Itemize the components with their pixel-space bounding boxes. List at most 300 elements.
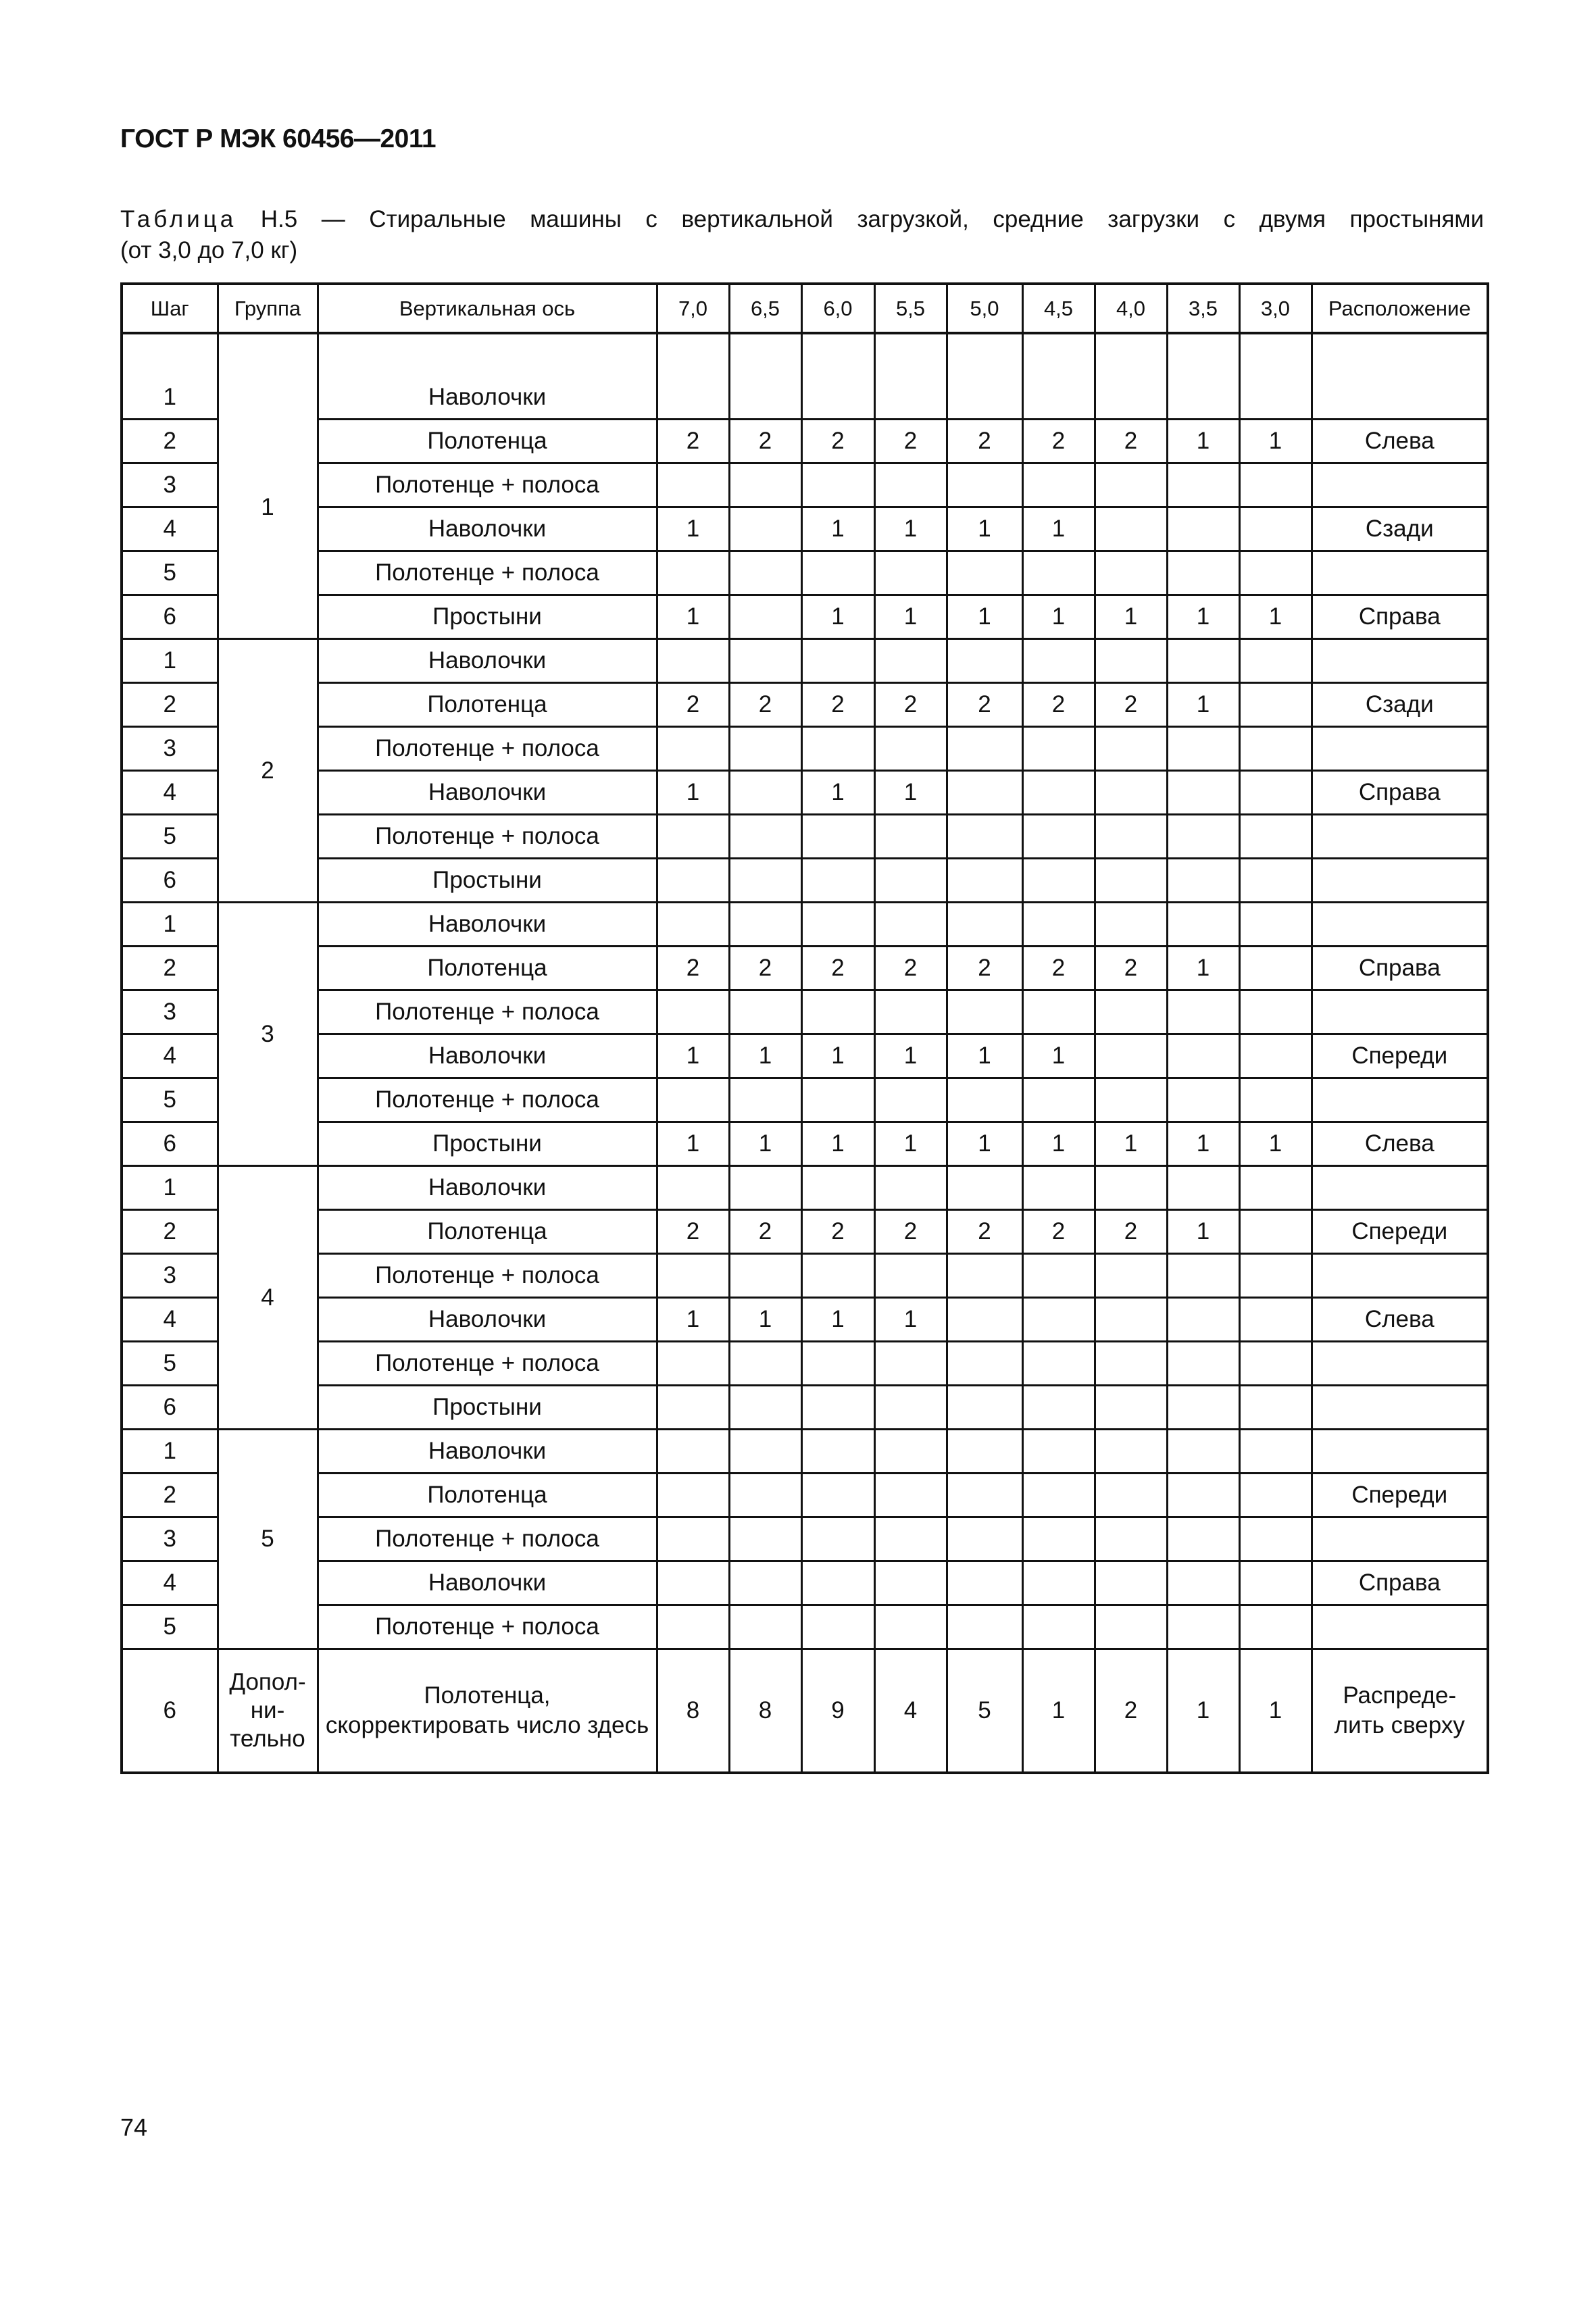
load-value-cell	[947, 1517, 1022, 1561]
load-value-cell	[729, 1561, 801, 1605]
load-value-cell	[657, 1561, 729, 1605]
load-value-cell: 1	[1239, 1122, 1312, 1166]
load-value-cell	[1022, 1517, 1095, 1561]
item-name-cell: Наволочки	[318, 1034, 657, 1078]
load-value-cell	[1239, 1342, 1312, 1386]
table-row	[122, 551, 1488, 595]
load-value-cell	[1095, 1561, 1167, 1605]
step-cell: 6	[122, 1649, 218, 1774]
load-value-cell	[947, 1166, 1022, 1210]
load-value-cell	[1167, 1034, 1239, 1078]
load-value-cell	[874, 1561, 947, 1605]
load-value-cell: 1	[1022, 1649, 1095, 1774]
step-cell: 1	[122, 1430, 218, 1474]
step-cell: 3	[122, 1517, 218, 1561]
position-cell	[1312, 1605, 1488, 1649]
step-cell: 3	[122, 1254, 218, 1298]
load-value-cell	[1167, 1517, 1239, 1561]
load-value-cell: 1	[1022, 1034, 1095, 1078]
load-value-cell	[729, 1342, 801, 1386]
step-cell: 1	[122, 639, 218, 683]
load-value-cell	[1095, 990, 1167, 1034]
load-value-cell	[1167, 376, 1239, 420]
load-value-cell	[947, 1561, 1022, 1605]
load-value-cell: 5	[947, 1649, 1022, 1774]
load-value-cell	[1167, 1605, 1239, 1649]
load-value-cell: 1	[874, 771, 947, 815]
step-cell: 4	[122, 1298, 218, 1342]
load-value-cell	[801, 463, 874, 507]
load-value-cell	[1167, 1254, 1239, 1298]
load-value-cell	[874, 903, 947, 947]
load-value-cell: 1	[1022, 595, 1095, 639]
table-row	[122, 507, 1488, 551]
load-value-cell	[801, 1166, 874, 1210]
load-value-cell	[1022, 1430, 1095, 1474]
item-name-cell: Простыни	[318, 1386, 657, 1430]
col-header-load: 4,0	[1095, 284, 1167, 333]
load-value-cell: 2	[801, 947, 874, 990]
table-row	[122, 463, 1488, 507]
gap-cell	[1095, 333, 1167, 376]
load-value-cell	[657, 1386, 729, 1430]
load-value-cell	[947, 727, 1022, 771]
table-row	[122, 1166, 1488, 1210]
caption-line-1	[120, 204, 1484, 235]
load-value-cell	[1095, 551, 1167, 595]
load-value-cell	[729, 1386, 801, 1430]
caption-prefix: Таблица	[120, 206, 237, 232]
load-value-cell	[1095, 376, 1167, 420]
load-value-cell	[874, 1078, 947, 1122]
step-cell: 5	[122, 1078, 218, 1122]
load-value-cell	[729, 1430, 801, 1474]
load-value-cell	[1167, 771, 1239, 815]
load-value-cell	[947, 1254, 1022, 1298]
group-cell: Допол- ни- тельно	[218, 1649, 318, 1774]
position-cell: Сзади	[1312, 507, 1488, 551]
load-value-cell	[1239, 376, 1312, 420]
load-value-cell	[729, 1166, 801, 1210]
load-value-cell: 2	[801, 683, 874, 727]
load-value-cell	[1239, 1474, 1312, 1517]
position-cell	[1312, 463, 1488, 507]
load-value-cell	[1239, 551, 1312, 595]
load-value-cell: 1	[874, 1298, 947, 1342]
load-value-cell	[947, 771, 1022, 815]
load-value-cell	[1095, 1605, 1167, 1649]
load-value-cell	[1022, 1254, 1095, 1298]
load-value-cell: 2	[947, 420, 1022, 463]
load-value-cell	[947, 1298, 1022, 1342]
position-cell	[1312, 1078, 1488, 1122]
position-cell: Сзади	[1312, 683, 1488, 727]
load-value-cell	[801, 727, 874, 771]
load-value-cell: 2	[657, 1210, 729, 1254]
table-row	[122, 595, 1488, 639]
load-value-cell: 1	[801, 1298, 874, 1342]
load-value-cell	[1167, 1386, 1239, 1430]
load-value-cell	[1022, 990, 1095, 1034]
load-value-cell	[1239, 859, 1312, 903]
position-cell	[1312, 1430, 1488, 1474]
table-row	[122, 1078, 1488, 1122]
load-value-cell: 9	[801, 1649, 874, 1774]
load-value-cell	[1095, 1298, 1167, 1342]
step-cell: 6	[122, 1386, 218, 1430]
load-value-cell	[1095, 727, 1167, 771]
load-value-cell	[874, 463, 947, 507]
load-value-cell: 2	[874, 683, 947, 727]
position-cell: Слева	[1312, 1122, 1488, 1166]
load-value-cell: 2	[947, 947, 1022, 990]
load-value-cell	[1167, 859, 1239, 903]
load-value-cell	[801, 551, 874, 595]
load-value-cell	[1167, 1474, 1239, 1517]
load-value-cell	[1167, 639, 1239, 683]
load-value-cell	[1239, 683, 1312, 727]
document-header: ГОСТ Р МЭК 60456—2011	[120, 124, 437, 153]
load-value-cell	[801, 1605, 874, 1649]
load-value-cell: 1	[1239, 420, 1312, 463]
position-cell: Спереди	[1312, 1210, 1488, 1254]
item-name-cell: Наволочки	[318, 1561, 657, 1605]
load-value-cell	[1095, 1254, 1167, 1298]
load-value-cell	[801, 1474, 874, 1517]
step-cell: 2	[122, 947, 218, 990]
step-cell: 2	[122, 1210, 218, 1254]
position-cell	[1312, 815, 1488, 859]
gap-cell	[1312, 333, 1488, 376]
load-value-cell	[729, 1254, 801, 1298]
load-value-cell	[801, 1561, 874, 1605]
item-name-cell: Простыни	[318, 859, 657, 903]
load-value-cell	[1167, 903, 1239, 947]
step-cell: 6	[122, 595, 218, 639]
table-row	[122, 683, 1488, 727]
load-value-cell: 2	[1095, 1210, 1167, 1254]
load-value-cell	[1095, 1386, 1167, 1430]
load-value-cell	[1239, 771, 1312, 815]
load-value-cell: 1	[874, 1122, 947, 1166]
group-cell: 3	[218, 903, 318, 1166]
load-value-cell	[1022, 1166, 1095, 1210]
item-name-cell: Полотенце + полоса	[318, 815, 657, 859]
load-value-cell: 2	[874, 420, 947, 463]
load-value-cell	[801, 1254, 874, 1298]
step-cell: 5	[122, 815, 218, 859]
load-value-cell	[657, 551, 729, 595]
load-value-cell	[1095, 1342, 1167, 1386]
load-value-cell	[1167, 990, 1239, 1034]
load-value-cell	[1022, 771, 1095, 815]
table-row	[122, 859, 1488, 903]
step-cell: 6	[122, 1122, 218, 1166]
table-row	[122, 1605, 1488, 1649]
load-value-cell	[1095, 1078, 1167, 1122]
step-cell: 4	[122, 1034, 218, 1078]
load-value-cell: 1	[1022, 1122, 1095, 1166]
load-value-cell	[657, 1430, 729, 1474]
load-value-cell: 1	[801, 1122, 874, 1166]
load-value-cell	[729, 1078, 801, 1122]
load-value-cell	[874, 1430, 947, 1474]
header-row	[122, 284, 1488, 333]
item-name-cell: Наволочки	[318, 1166, 657, 1210]
load-value-cell	[874, 1386, 947, 1430]
load-value-cell	[947, 1078, 1022, 1122]
load-value-cell	[1022, 1298, 1095, 1342]
position-cell	[1312, 551, 1488, 595]
step-cell: 6	[122, 859, 218, 903]
position-cell: Спереди	[1312, 1034, 1488, 1078]
load-value-cell	[1022, 1561, 1095, 1605]
load-value-cell	[801, 376, 874, 420]
col-header-load: 4,5	[1022, 284, 1095, 333]
load-value-cell	[1239, 727, 1312, 771]
load-value-cell	[1095, 507, 1167, 551]
gap-cell	[1167, 333, 1239, 376]
load-value-cell	[1095, 639, 1167, 683]
load-value-cell	[729, 463, 801, 507]
table-row	[122, 1649, 1488, 1774]
load-value-cell: 1	[729, 1122, 801, 1166]
load-value-cell	[1167, 1342, 1239, 1386]
load-value-cell	[1239, 639, 1312, 683]
load-value-cell: 1	[657, 1298, 729, 1342]
load-value-cell: 1	[1095, 595, 1167, 639]
load-value-cell	[657, 1517, 729, 1561]
load-value-cell: 1	[729, 1034, 801, 1078]
load-value-cell	[1095, 1034, 1167, 1078]
item-name-cell: Полотенце + полоса	[318, 1254, 657, 1298]
table-row	[122, 1034, 1488, 1078]
table-row	[122, 1430, 1488, 1474]
load-value-cell	[1239, 1605, 1312, 1649]
load-value-cell: 1	[874, 507, 947, 551]
step-cell: 4	[122, 1561, 218, 1605]
step-cell: 5	[122, 551, 218, 595]
load-value-cell	[729, 1605, 801, 1649]
step-cell: 5	[122, 1342, 218, 1386]
position-cell	[1312, 376, 1488, 420]
load-value-cell	[874, 551, 947, 595]
load-value-cell: 2	[947, 1210, 1022, 1254]
load-value-cell	[1095, 1474, 1167, 1517]
load-value-cell	[729, 1474, 801, 1517]
item-name-cell: Полотенца	[318, 683, 657, 727]
table-row	[122, 815, 1488, 859]
load-value-cell: 1	[801, 771, 874, 815]
table-row	[122, 771, 1488, 815]
table-row	[122, 990, 1488, 1034]
load-value-cell	[801, 1517, 874, 1561]
step-cell: 1	[122, 376, 218, 420]
load-value-cell: 1	[947, 1122, 1022, 1166]
load-value-cell	[1022, 1386, 1095, 1430]
load-value-cell	[947, 1386, 1022, 1430]
table-row	[122, 376, 1488, 420]
load-value-cell	[1239, 947, 1312, 990]
load-value-cell: 2	[1022, 683, 1095, 727]
item-name-cell: Полотенца	[318, 420, 657, 463]
load-value-cell	[1167, 463, 1239, 507]
load-value-cell	[874, 859, 947, 903]
position-cell: Распреде- лить сверху	[1312, 1649, 1488, 1774]
col-header-group: Группа	[218, 284, 318, 333]
load-value-cell	[874, 727, 947, 771]
load-value-cell	[801, 815, 874, 859]
col-header-load: 3,0	[1239, 284, 1312, 333]
load-value-cell	[1239, 903, 1312, 947]
gap-cell	[801, 333, 874, 376]
load-value-cell: 2	[874, 947, 947, 990]
position-cell: Спереди	[1312, 1474, 1488, 1517]
step-cell: 3	[122, 463, 218, 507]
load-value-cell	[801, 859, 874, 903]
load-value-cell	[1167, 1561, 1239, 1605]
load-value-cell	[729, 903, 801, 947]
load-value-cell	[947, 990, 1022, 1034]
load-value-cell	[657, 463, 729, 507]
step-cell: 1	[122, 903, 218, 947]
load-value-cell	[729, 639, 801, 683]
load-value-cell	[947, 639, 1022, 683]
item-name-cell: Полотенце + полоса	[318, 1078, 657, 1122]
group-cell: 4	[218, 1166, 318, 1430]
item-name-cell: Полотенца, скорректировать число здесь	[318, 1649, 657, 1774]
load-value-cell: 1	[801, 507, 874, 551]
load-value-cell	[1167, 1298, 1239, 1342]
step-cell: 2	[122, 683, 218, 727]
header-gap-row	[122, 333, 1488, 376]
load-value-cell: 1	[1095, 1122, 1167, 1166]
load-value-cell	[1095, 771, 1167, 815]
load-value-cell	[1022, 463, 1095, 507]
position-cell: Справа	[1312, 947, 1488, 990]
load-value-cell	[1022, 727, 1095, 771]
load-value-cell	[947, 551, 1022, 595]
load-value-cell	[657, 990, 729, 1034]
load-value-cell	[1239, 1561, 1312, 1605]
load-value-cell	[874, 1254, 947, 1298]
step-cell: 4	[122, 507, 218, 551]
load-value-cell: 1	[657, 1122, 729, 1166]
load-value-cell	[657, 1078, 729, 1122]
load-value-cell	[657, 1474, 729, 1517]
load-value-cell	[657, 376, 729, 420]
load-value-cell: 1	[657, 507, 729, 551]
load-value-cell	[657, 903, 729, 947]
load-value-cell	[1167, 1078, 1239, 1122]
item-name-cell: Полотенце + полоса	[318, 1517, 657, 1561]
load-value-cell: 1	[1167, 683, 1239, 727]
load-value-cell: 1	[1167, 1210, 1239, 1254]
step-cell: 5	[122, 1605, 218, 1649]
load-value-cell: 2	[947, 683, 1022, 727]
table-row	[122, 639, 1488, 683]
load-value-cell	[729, 551, 801, 595]
table-row	[122, 420, 1488, 463]
load-value-cell	[874, 639, 947, 683]
table-row	[122, 1210, 1488, 1254]
group-cell: 5	[218, 1430, 318, 1649]
load-value-cell	[1167, 1166, 1239, 1210]
load-value-cell	[1022, 551, 1095, 595]
load-value-cell	[801, 639, 874, 683]
load-value-cell: 2	[801, 420, 874, 463]
item-name-cell: Наволочки	[318, 903, 657, 947]
step-cell: 4	[122, 771, 218, 815]
load-value-cell: 1	[801, 595, 874, 639]
item-name-cell: Полотенце + полоса	[318, 551, 657, 595]
gap-cell	[657, 333, 729, 376]
load-value-cell	[1022, 1605, 1095, 1649]
load-value-cell: 2	[1022, 947, 1095, 990]
table-row	[122, 727, 1488, 771]
load-value-cell	[947, 376, 1022, 420]
load-value-cell: 2	[1022, 1210, 1095, 1254]
load-value-cell	[1022, 376, 1095, 420]
table-row	[122, 1474, 1488, 1517]
load-value-cell	[1022, 639, 1095, 683]
load-value-cell	[729, 771, 801, 815]
load-value-cell: 2	[801, 1210, 874, 1254]
load-value-cell: 2	[729, 683, 801, 727]
item-name-cell: Полотенце + полоса	[318, 1342, 657, 1386]
load-value-cell	[947, 1342, 1022, 1386]
table-row	[122, 1517, 1488, 1561]
position-cell	[1312, 903, 1488, 947]
load-value-cell: 4	[874, 1649, 947, 1774]
page-number: 74	[120, 2113, 148, 2141]
load-value-cell	[1239, 815, 1312, 859]
load-value-cell	[801, 1078, 874, 1122]
load-value-cell	[657, 1254, 729, 1298]
load-value-cell	[657, 1166, 729, 1210]
load-value-cell: 1	[1239, 595, 1312, 639]
load-value-cell	[657, 1605, 729, 1649]
load-value-cell	[1239, 1254, 1312, 1298]
load-value-cell	[1095, 1430, 1167, 1474]
load-value-cell: 1	[1167, 947, 1239, 990]
item-name-cell: Наволочки	[318, 1430, 657, 1474]
load-value-cell: 2	[1095, 420, 1167, 463]
load-value-cell	[801, 1430, 874, 1474]
load-value-cell	[1239, 1430, 1312, 1474]
load-value-cell	[1239, 1166, 1312, 1210]
load-value-cell: 2	[1095, 947, 1167, 990]
item-name-cell: Полотенца	[318, 1210, 657, 1254]
load-value-cell	[947, 1474, 1022, 1517]
position-cell: Слева	[1312, 1298, 1488, 1342]
load-value-cell	[801, 1342, 874, 1386]
step-cell: 3	[122, 727, 218, 771]
load-value-cell: 1	[1167, 420, 1239, 463]
load-value-cell: 2	[729, 1210, 801, 1254]
load-value-cell: 1	[874, 595, 947, 639]
gap-cell	[947, 333, 1022, 376]
table-row	[122, 903, 1488, 947]
load-value-cell	[729, 815, 801, 859]
load-value-cell: 1	[1239, 1649, 1312, 1774]
col-header-position: Расположение	[1312, 284, 1488, 333]
load-value-cell	[1022, 1342, 1095, 1386]
load-value-cell	[1239, 1078, 1312, 1122]
table-row	[122, 1386, 1488, 1430]
load-value-cell	[729, 859, 801, 903]
load-value-cell	[1095, 1517, 1167, 1561]
